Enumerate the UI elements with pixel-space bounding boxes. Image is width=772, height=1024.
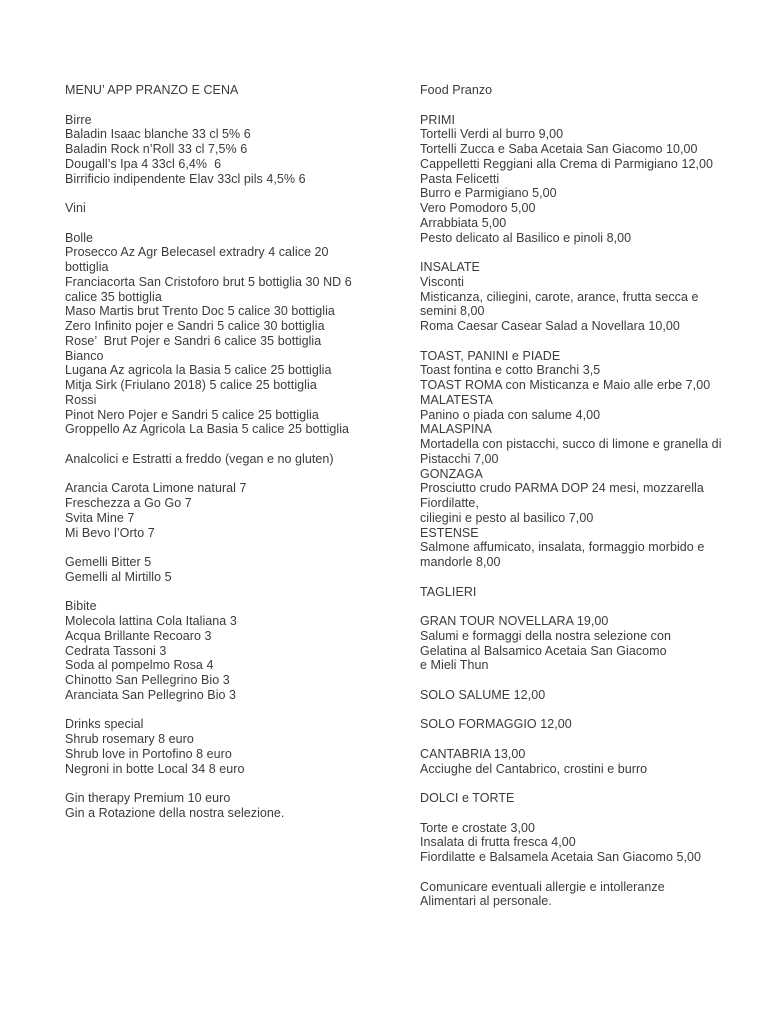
menu-line: Alimentari al personale. [420, 894, 552, 909]
menu-line: Svita Mine 7 [65, 510, 135, 525]
menu-line: Mitja Sirk (Friulano 2018) 5 calice 25 bottiglia [65, 378, 317, 392]
blank-line [420, 703, 768, 718]
menu-line: Food Pranzo [420, 83, 493, 97]
menu-line: Bianco [65, 348, 104, 363]
menu-line: SOLO FORMAGGIO 12,00 [420, 717, 572, 732]
menu-line: Comunicare eventuali allergie e intolleranze [420, 879, 665, 894]
blank-line [65, 98, 417, 113]
menu-line: semini 8,00 [420, 304, 485, 319]
menu-column-right [420, 83, 768, 909]
menu-line: Roma Caesar Casear Salad a Novellara 10,00 [420, 319, 680, 333]
menu-line: Baladin Rock n’Roll 33 cl 7,5% 6 [65, 142, 248, 156]
menu-line: SOLO SALUME 12,00 [420, 687, 546, 702]
menu-line: TAGLIERI [420, 584, 477, 599]
menu-line: Pistacchi 7,00 [420, 451, 499, 466]
menu-line: Analcolici e Estratti a freddo (vegan e no gluten) [65, 451, 334, 466]
blank-line [420, 245, 768, 260]
menu-line: bottiglia [65, 260, 109, 274]
menu-line: Burro e Parmigiano 5,00 [420, 186, 557, 201]
menu-line: Cappelletti Reggiani alla Crema di Parmigiano 12,00 [420, 156, 713, 171]
menu-line: Prosecco Az Agr Belecasel extradry 4 calice 20 [65, 245, 329, 260]
menu-line: mandorle 8,00 [420, 555, 501, 569]
menu-line: Salmone affumicato, insalata, formaggio morbido e [420, 540, 705, 555]
blank-line [65, 437, 417, 452]
blank-line [420, 673, 768, 688]
menu-line: Lugana Az agricola la Basia 5 calice 25 bottiglia [65, 363, 332, 378]
blank-line [65, 186, 417, 201]
menu-line: PRIMI [420, 112, 455, 127]
menu-line: calice 35 bottiglia [65, 289, 162, 304]
menu-line: Misticanza, ciliegini, carote, arance, frutta secca e [420, 289, 699, 304]
menu-line: Tortelli Zucca e Saba Acetaia San Giacomo 10,00 [420, 142, 698, 156]
menu-line: Mortadella con pistacchi, succo di limone e granella di [420, 437, 722, 451]
blank-line [420, 599, 768, 614]
menu-line: Chinotto San Pellegrino Bio 3 [65, 673, 230, 687]
menu-line: Vero Pomodoro 5,00 [420, 201, 536, 215]
menu-line: Tortelli Verdi al burro 9,00 [420, 127, 564, 142]
menu-line: Arrabbiata 5,00 [420, 215, 507, 230]
menu-line: Insalata di frutta fresca 4,00 [420, 835, 576, 850]
blank-line [65, 776, 417, 791]
menu-line: MALASPINA [420, 422, 493, 437]
menu-line: Dougall’s Ipa 4 33cl 6,4% 6 [65, 156, 222, 171]
menu-line: Negroni in botte Local 34 8 euro [65, 761, 245, 776]
menu-line: TOAST ROMA con Misticanza e Maio alle erbe 7,00 [420, 378, 711, 392]
menu-line: Cedrata Tassoni 3 [65, 643, 167, 658]
menu-line: Gemelli Bitter 5 [65, 555, 152, 569]
menu-line: Gelatina al Balsamico Acetaia San Giacomo [420, 643, 667, 658]
menu-line: Maso Martis brut Trento Doc 5 calice 30 bottiglia [65, 304, 335, 319]
menu-line: Birre [65, 112, 92, 127]
menu-line: Arancia Carota Limone natural 7 [65, 481, 247, 496]
menu-line: ESTENSE [420, 525, 479, 540]
menu-line: Birrificio indipendente Elav 33cl pils 4,5% 6 [65, 171, 306, 186]
menu-line: MENU’ APP PRANZO E CENA [65, 83, 239, 97]
blank-line [420, 865, 768, 880]
menu-line: GRAN TOUR NOVELLARA 19,00 [420, 614, 609, 628]
menu-line: Gin a Rotazione della nostra selezione. [65, 805, 285, 820]
menu-line: CANTABRIA 13,00 [420, 746, 526, 761]
menu-line: Visconti [420, 274, 464, 289]
menu-line: Bibite [65, 599, 97, 614]
menu-line: Toast fontina e cotto Branchi 3,5 [420, 363, 601, 378]
menu-line: Fiordilatte e Balsamela Acetaia San Giacomo 5,00 [420, 850, 702, 864]
menu-line: Panino o piada con salume 4,00 [420, 407, 601, 422]
menu-line: Acciughe del Cantabrico, crostini e burro [420, 761, 648, 776]
blank-line [420, 98, 768, 113]
menu-line: Pasta Felicetti [420, 171, 500, 186]
menu-line: Gemelli al Mirtillo 5 [65, 569, 172, 584]
menu-line: Shrub love in Portofino 8 euro [65, 746, 232, 761]
menu-line: Groppello Az Agricola La Basia 5 calice 25 bottiglia [65, 422, 350, 437]
menu-line: Bolle [65, 230, 94, 245]
menu-line: Zero Infinito pojer e Sandri 5 calice 30 bottiglia [65, 319, 325, 333]
menu-line: Shrub rosemary 8 euro [65, 732, 194, 746]
blank-line [420, 570, 768, 585]
menu-line: MALATESTA [420, 392, 493, 407]
menu-line: Torte e crostate 3,00 [420, 820, 536, 835]
menu-line: Soda al pompelmo Rosa 4 [65, 658, 214, 673]
menu-line: Pinot Nero Pojer e Sandri 5 calice 25 bottiglia [65, 407, 319, 422]
menu-line: Drinks special [65, 717, 144, 732]
menu-line: e Mieli Thun [420, 658, 489, 673]
menu-line: Franciacorta San Cristoforo brut 5 bottiglia 30 ND 6 [65, 274, 352, 289]
menu-line: Baladin Isaac blanche 33 cl 5% 6 [65, 127, 251, 142]
menu-line: Rose’ Brut Pojer e Sandri 6 calice 35 bottiglia [65, 333, 322, 348]
menu-line: INSALATE [420, 260, 480, 274]
menu-line: Molecola lattina Cola Italiana 3 [65, 614, 237, 628]
menu-line: Aranciata San Pellegrino Bio 3 [65, 687, 237, 702]
menu-line: Mi Bevo l’Orto 7 [65, 525, 155, 540]
blank-line [65, 216, 417, 231]
menu-line: Rossi [65, 392, 97, 407]
menu-line: Acqua Brillante Recoaro 3 [65, 628, 212, 643]
blank-line [420, 732, 768, 747]
menu-line: Salumi e formaggi della nostra selezione con [420, 628, 671, 643]
menu-line: Vini [65, 201, 86, 215]
menu-line: Fiordilatte, [420, 496, 479, 510]
menu-line: Pesto delicato al Basilico e pinoli 8,00 [420, 230, 632, 245]
blank-line [420, 334, 768, 349]
menu-line: Freschezza a Go Go 7 [65, 496, 192, 510]
blank-line [65, 467, 417, 482]
menu-line: Prosciutto crudo PARMA DOP 24 mesi, mozzarella [420, 481, 704, 496]
blank-line [420, 776, 768, 791]
menu-line: Gin therapy Premium 10 euro [65, 791, 231, 805]
blank-line [65, 540, 417, 555]
menu-column-left [65, 83, 417, 821]
menu-line: GONZAGA [420, 466, 483, 481]
blank-line [65, 585, 417, 600]
menu-line: ciliegini e pesto al basilico 7,00 [420, 510, 594, 525]
menu-line: DOLCI e TORTE [420, 791, 515, 805]
blank-line [65, 703, 417, 718]
menu-line: TOAST, PANINI e PIADE [420, 348, 561, 363]
blank-line [420, 806, 768, 821]
